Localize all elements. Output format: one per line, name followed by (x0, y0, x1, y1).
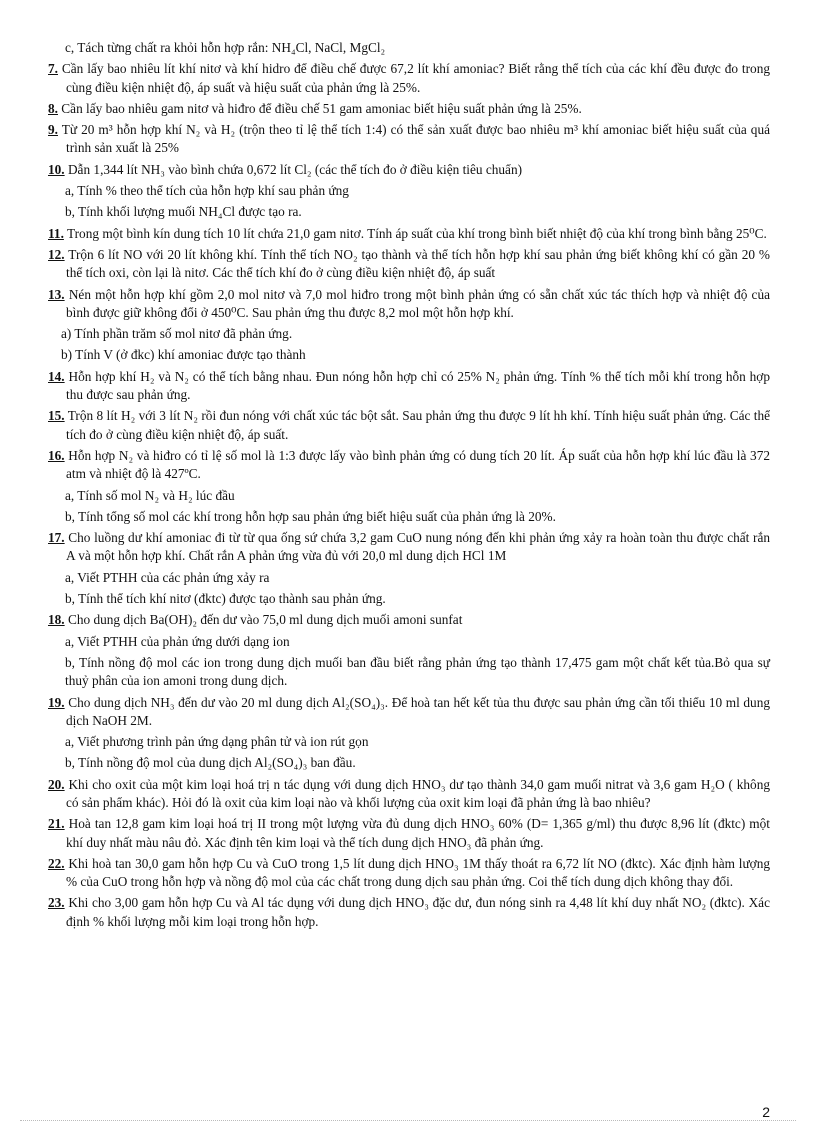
question-text: Hỗn hợp khí H₂ và N₂ có thể tích bằng nhau. Đun nóng hỗn hợp chỉ có 25% N₂ phản ứng. Tính % thể tích mỗi khí trong hỗn hợp thu được sau phản ứng. (64, 368, 770, 403)
sub-question: a, Viết PTHH của các phản ứng xảy ra (65, 569, 270, 585)
question-number: 15. (48, 408, 65, 424)
question-number: 8. (48, 100, 58, 116)
page-number: 2 (762, 1104, 770, 1120)
question-item (48, 694, 770, 731)
question-text: Cần lấy bao nhiêu lít khí nitơ và khí hidro để điều chế được 67,2 lít khí amoniac? Biết rằng thể tích của các khí đều được đo trong cùng điều kiện nhiệt độ, áp suất và hiệu suất của phản ứng là 25%. (57, 61, 770, 95)
question-number: 13. (48, 286, 65, 302)
question-number: 14. (48, 368, 65, 384)
question-number: 12. (48, 246, 65, 262)
question-number: 23. (48, 895, 65, 911)
sub-question: b, Tính khối lượng muối NH₄Cl được tạo ra. (65, 204, 302, 220)
question-text: Cho dung dịch Ba(OH)₂ đến dư vào 75,0 ml dung dịch muối amoni sunfat (64, 612, 463, 628)
question-item (48, 815, 770, 852)
question-text: Hỗn hợp N₂ và hiđro có tỉ lệ số mol là 1:3 được lấy vào bình phản ứng có dung tích 20 lít. Áp suất của hỗn hợp khí lúc đầu là 372 atm và nhiệt độ là 427ºC. (64, 447, 770, 482)
question-item (48, 447, 770, 484)
sub-question: a, Viết phương trình pản ứng dạng phân tử và ion rút gọn (65, 734, 369, 750)
question-text: Khi cho 3,00 gam hỗn hợp Cu và Al tác dụng với dung dịch HNO₃ đặc dư, đun nóng sinh ra 4,48 lít khí duy nhất NO₂ (đktc). Xác định % khối lượng mỗi kim loại trong hỗn hợp. (64, 895, 770, 929)
question-text: Cho dung dịch NH₃ đến dư vào 20 ml dung dịch Al₂(SO₄)₃. Để hoà tan hết kết tủa thu được sau phản ứng cần tối thiểu 10 ml dung dịch NaOH 2M. (64, 694, 770, 728)
sub-question: a, Tính số mol N₂ và H₂ lúc đầu (65, 487, 235, 503)
question-item (48, 529, 770, 566)
question-item (48, 225, 770, 243)
sub-question: b) Tính V (ở đkc) khí amoniac được tạo thành (61, 347, 306, 363)
question-number: 11. (48, 225, 64, 241)
question-number: 22. (48, 855, 65, 871)
question-text: Trộn 8 lít H₂ với 3 lít N₂ rồi đun nóng với chất xúc tác bột sắt. Sau phản ứng thu được 9 lít hh khí. Tính hiệu suất phản ứng. Các thể tích đo ở cùng điều kiện nhiệt độ, áp suất. (64, 408, 770, 442)
question-number: 17. (48, 530, 65, 546)
sub-question: b, Tính tổng số mol các khí trong hỗn hợp sau phản ứng biết hiệu suất của phản ứng là 20%. (65, 508, 556, 524)
sub-question: b, Tính nồng độ mol của dung dịch Al₂(SO₄)₃ ban đầu. (65, 755, 356, 771)
question-text: Cho luồng dư khí amoniac đi từ từ qua ống sứ chứa 3,2 gam CuO nung nóng đến khi phản ứng xảy ra hoàn toàn thu được chất rắn A và một hỗn hợp khí. Chất rắn A phản ứng vừa đủ với 20,0 ml dung dịch HCl 1M (64, 530, 770, 564)
question-item (48, 161, 770, 179)
question-text: Trong một bình kín dung tích 10 lít chứa 21,0 gam nitơ. Tính áp suất của khí trong bình biết nhiệt độ của khí trong bình bằng 25⁰C. (63, 225, 767, 241)
question-text: Từ 20 m³ hỗn hợp khí N₂ và H₂ (trộn theo tỉ lệ thể tích 1:4) có thể sản xuất được bao nhiêu m³ khí amoniac biết hiệu suất của quá trình sản xuất là 25% (57, 122, 770, 156)
question-text: Nén một hỗn hợp khí gồm 2,0 mol nitơ và 7,0 mol hiđro trong một bình phản ứng có sẵn chất xúc tác thích hợp và nhiệt độ của bình được giữ không đổi ở 450⁰C. Sau phản ứng thu được 8,2 mol một hỗn hợp khí. (64, 286, 770, 320)
question-item (48, 368, 770, 405)
question-text: Cần lấy bao nhiêu gam nitơ và hiđro để điều chế 51 gam amoniac biết hiệu suất phản ứng là 25%. (57, 100, 582, 116)
question-number: 20. (48, 776, 65, 792)
document-body (48, 36, 770, 931)
sub-question: c, Tách từng chất ra khỏi hỗn hợp rắn: NH₄Cl, NaCl, MgCl₂ (65, 40, 386, 55)
question-item (48, 286, 770, 323)
sub-question: a) Tính phần trăm số mol nitơ đã phản ứng. (61, 326, 293, 342)
question-item (48, 60, 770, 97)
question-item (48, 894, 770, 931)
question-number: 19. (48, 694, 65, 710)
question-number: 7. (48, 61, 58, 77)
question-number: 9. (48, 122, 58, 138)
question-item (48, 855, 770, 892)
sub-question: a, Tính % theo thể tích của hỗn hợp khí sau phản ứng (65, 183, 349, 199)
question-item (48, 121, 770, 158)
question-text: Hoà tan 12,8 gam kim loại hoá trị II trong một lượng vừa đủ dung dịch HNO₃ 60% (D= 1,365 g/ml) thu được 8,96 lít (đktc) một khí duy nhất màu nâu đỏ. Xác định tên kim loại và thể tích dung dịch HNO₃ đã phản ứng. (64, 816, 770, 850)
question-item (48, 407, 770, 444)
question-text: Khi cho oxit của một kim loại hoá trị n tác dụng với dung dịch HNO₃ dư tạo thành 34,0 gam muối nitrat và 3,6 gam H₂O ( không có sản phẩm khác). Hỏi đó là oxit của kim loại nào và khối lượng của oxit kim loại đã phản ứng là bao nhiêu? (64, 776, 770, 810)
footer-divider (20, 1120, 796, 1121)
question-number: 16. (48, 447, 65, 463)
sub-question: b, Tính nồng độ mol các ion trong dung dịch muối ban đầu biết rằng phản ứng tạo thành 17,475 gam một chất kết tủa.Bỏ qua sự thuỷ phân của ion amoni trong dung dịch. (65, 654, 770, 689)
question-text: Khi hoà tan 30,0 gam hỗn hợp Cu và CuO trong 1,5 lít dung dịch HNO₃ 1M thấy thoát ra 6,72 lít NO (đktc). Xác định hàm lượng % của CuO trong hỗn hợp và nồng độ mol của các chất trong dung dịch sau phản ứng. Coi thể tích dung dịch không thay đổi. (64, 855, 770, 890)
sub-question: b, Tính thể tích khí nitơ (đktc) được tạo thành sau phản ứng. (65, 591, 386, 607)
question-number: 21. (48, 816, 65, 832)
question-item (48, 776, 770, 813)
question-text: Dẫn 1,344 lít NH₃ vào bình chứa 0,672 lít Cl₂ (các thể tích đo ở điều kiện tiêu chuẩn) (64, 161, 523, 177)
sub-question: a, Viết PTHH của phản ứng dưới dạng ion (65, 633, 290, 649)
question-number: 10. (48, 161, 65, 177)
question-text: Trộn 6 lít NO với 20 lít không khí. Tính thể tích NO₂ tạo thành và thể tích hỗn hợp khí sau phản ứng biết không khí có gần 20 % thể tích oxi, còn lại là nitơ. Các thể tích khí đo ở cùng điều kiện nhiệt độ, áp suất (64, 246, 770, 281)
question-item (48, 100, 770, 118)
question-item (48, 246, 770, 283)
question-item (48, 611, 770, 629)
question-number: 18. (48, 612, 65, 628)
